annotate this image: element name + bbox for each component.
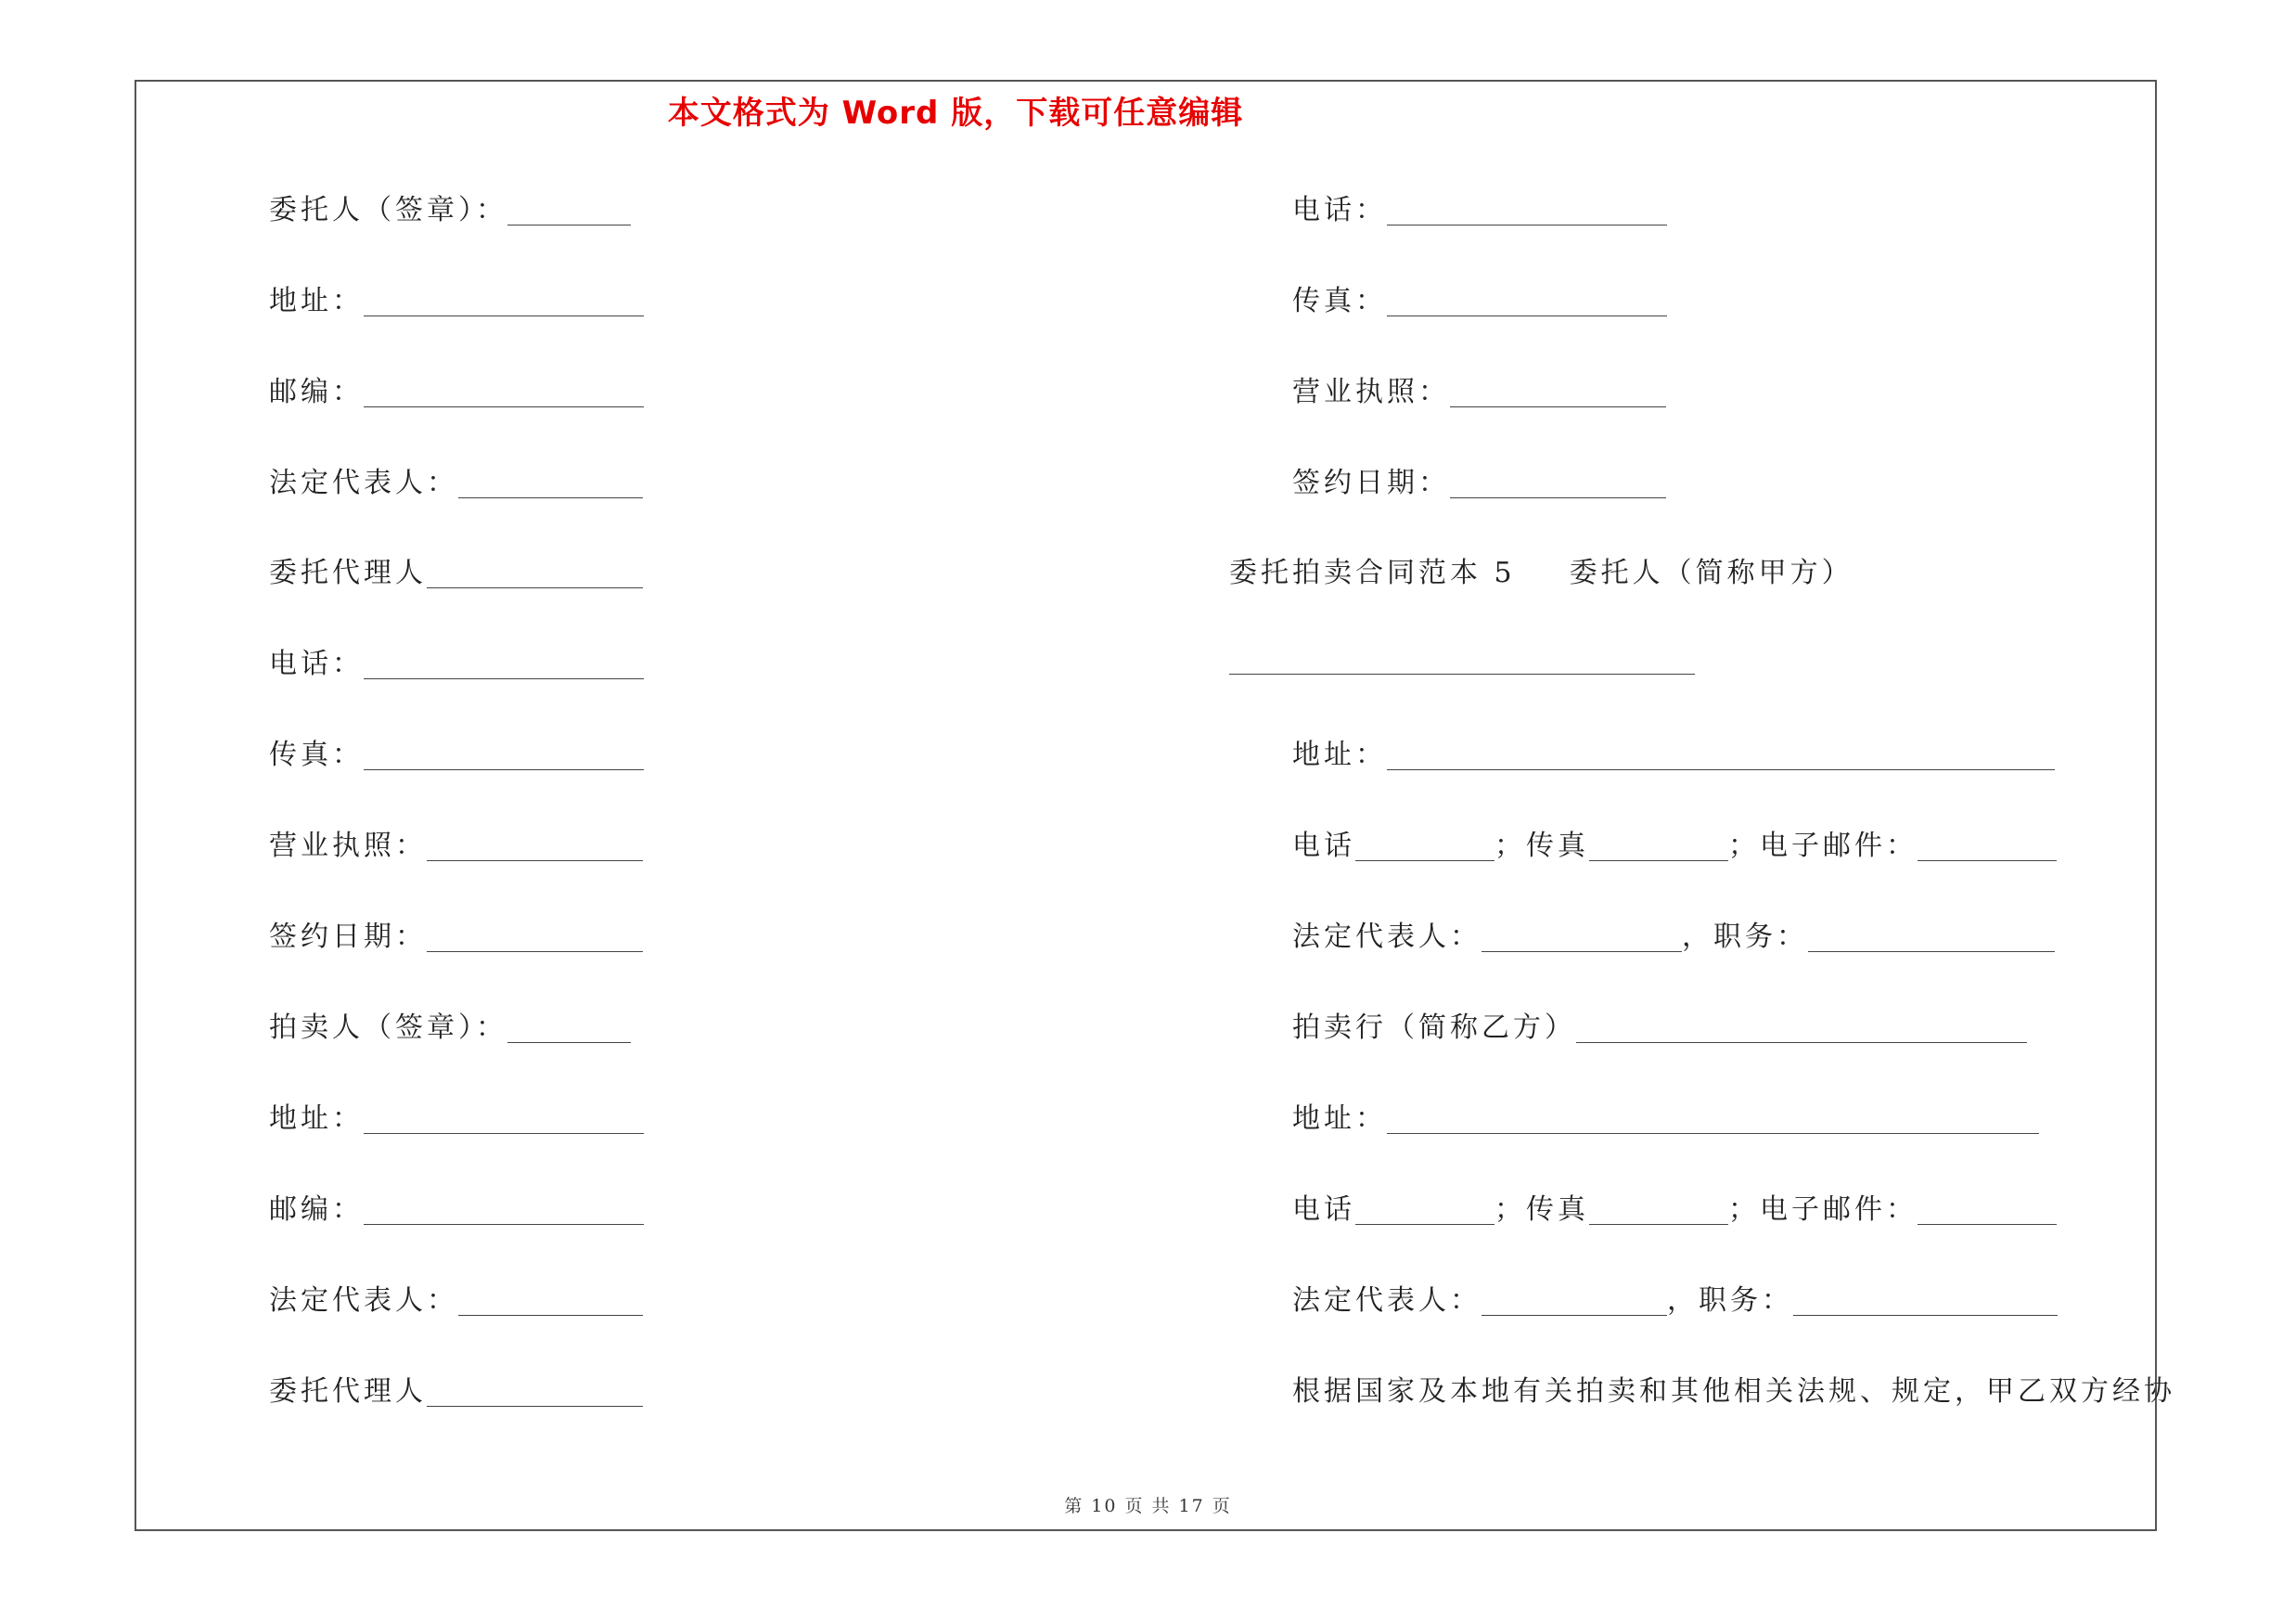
blank-field[interactable] [427, 1378, 643, 1407]
field-label: 地址： [269, 285, 364, 317]
form-line [1292, 1101, 2039, 1138]
blank-field[interactable] [364, 1196, 644, 1225]
form-line [1292, 1010, 2027, 1047]
field-label: 地址： [269, 1102, 364, 1135]
blank-field[interactable] [458, 1287, 643, 1316]
blank-field[interactable] [427, 923, 643, 952]
blank-field[interactable] [1450, 379, 1666, 407]
party-a-label: 委托人（简称甲方） [1569, 557, 1853, 589]
blank-field[interactable] [1808, 923, 2055, 952]
form-line [269, 919, 643, 956]
blank-field[interactable] [1450, 470, 1666, 498]
form-line [1292, 919, 2055, 956]
form-line [269, 1282, 643, 1320]
form-line [1292, 1191, 2057, 1229]
field-label: 邮编： [269, 376, 364, 408]
field-label: 邮编： [269, 1193, 364, 1226]
blank-field[interactable] [364, 650, 644, 679]
field-label: 营业执照： [269, 830, 427, 862]
page-number: 第 10 页 共 17 页 [1064, 1496, 1232, 1516]
field-label: 地址： [1292, 739, 1387, 771]
form-line [269, 828, 643, 865]
blank-field[interactable] [364, 379, 644, 407]
form-line [1229, 646, 1695, 678]
blank-field[interactable] [364, 741, 644, 770]
form-line [1292, 1282, 2058, 1320]
blank-field[interactable] [1481, 1287, 1667, 1316]
form-line [269, 1191, 644, 1229]
blank-field[interactable] [364, 288, 644, 316]
party-a-blank[interactable] [1229, 646, 1695, 675]
form-line [269, 555, 643, 592]
blank-field[interactable] [364, 1105, 644, 1134]
field-label: 传真： [269, 739, 364, 771]
field-label: 委托人（签章）： [269, 194, 507, 226]
field-label: 电话 [1292, 1193, 1355, 1226]
blank-field[interactable] [1589, 1196, 1728, 1225]
form-line [1292, 192, 1667, 229]
form-line [1292, 828, 2057, 865]
word-format-banner: 本文格式为 Word 版，下载可任意编辑 [667, 95, 1244, 132]
blank-field[interactable] [1481, 923, 1682, 952]
blank-field[interactable] [1355, 1196, 1494, 1225]
contract-heading-line [1229, 555, 1853, 592]
form-line [269, 192, 631, 229]
blank-field[interactable] [1793, 1287, 2058, 1316]
field-label: ；传真 [1494, 830, 1589, 862]
blank-field[interactable] [1387, 288, 1667, 316]
form-line [269, 465, 643, 502]
body-text-line [1292, 1373, 2175, 1410]
field-label: 电话： [1292, 194, 1387, 226]
field-label: 法定代表人： [1292, 1284, 1481, 1317]
form-line [269, 1010, 631, 1047]
form-line [1292, 283, 1667, 320]
field-label: 营业执照： [1292, 376, 1450, 408]
field-label: 法定代表人： [269, 467, 458, 499]
blank-field[interactable] [1387, 1105, 2039, 1134]
blank-field[interactable] [1355, 832, 1494, 861]
form-line [269, 1373, 643, 1410]
form-line [269, 646, 644, 683]
field-label: 电话： [269, 648, 364, 680]
field-label: ；电子邮件： [1728, 830, 1918, 862]
field-label: 委托代理人 [269, 1375, 427, 1408]
field-label: 签约日期： [269, 921, 427, 953]
blank-field[interactable] [427, 832, 643, 861]
form-line [1292, 737, 2055, 774]
form-line [269, 1101, 644, 1138]
field-label: 签约日期： [1292, 467, 1450, 499]
form-line [1292, 374, 1666, 411]
field-label: ；电子邮件： [1728, 1193, 1918, 1226]
blank-field[interactable] [458, 470, 643, 498]
field-label: 拍卖人（签章）： [269, 1011, 507, 1044]
blank-field[interactable] [507, 197, 631, 225]
form-line [269, 283, 644, 320]
blank-field[interactable] [507, 1014, 631, 1043]
contract-heading: 委托拍卖合同范本 5 [1229, 557, 1516, 589]
field-label: ，职务： [1682, 921, 1808, 953]
field-label: 拍卖行（简称乙方） [1292, 1011, 1576, 1044]
form-line [269, 737, 644, 774]
blank-field[interactable] [1387, 741, 2055, 770]
field-label: 电话 [1292, 830, 1355, 862]
body-text: 根据国家及本地有关拍卖和其他相关法规、规定，甲乙双方经协 [1292, 1375, 2175, 1408]
form-line [269, 374, 644, 411]
form-line [1292, 465, 1666, 502]
field-label: 法定代表人： [1292, 921, 1481, 953]
blank-field[interactable] [1576, 1014, 2027, 1043]
field-label: 法定代表人： [269, 1284, 458, 1317]
field-label: 地址： [1292, 1102, 1387, 1135]
field-label: ；传真 [1494, 1193, 1589, 1226]
field-label: 委托代理人 [269, 557, 427, 589]
field-label: 传真： [1292, 285, 1387, 317]
blank-field[interactable] [427, 560, 643, 588]
blank-field[interactable] [1918, 832, 2057, 861]
field-label: ，职务： [1667, 1284, 1793, 1317]
blank-field[interactable] [1918, 1196, 2057, 1225]
blank-field[interactable] [1387, 197, 1667, 225]
blank-field[interactable] [1589, 832, 1728, 861]
